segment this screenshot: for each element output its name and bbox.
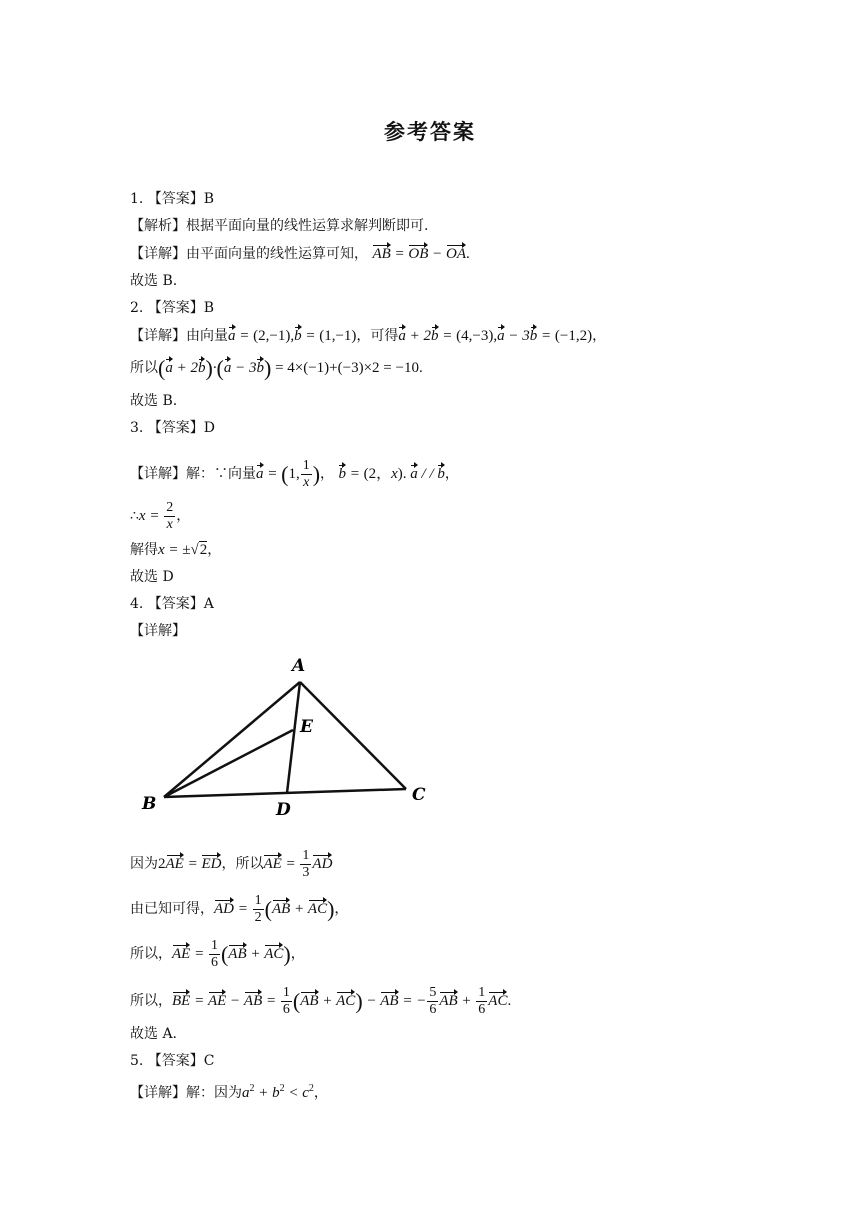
q1-formula: AB = OB − OA. — [372, 246, 470, 262]
label-C: C — [412, 785, 426, 805]
q1-detail — [130, 244, 470, 264]
q3-therefore-line: ∴x = $\frac{2}{x}$ ， — [130, 500, 191, 532]
q1-analysis: 【解析】根据平面向量的线性运算求解判断即可. — [130, 218, 429, 234]
q1-choice: 故选 B. — [130, 273, 178, 289]
q4-so-text: ，所以 — [221, 855, 264, 872]
edge-AC — [300, 682, 406, 789]
q3-solve-line: 解得x = ±√2， — [130, 542, 222, 558]
q4-known-text: 由已知可得， — [130, 900, 214, 917]
page-title: 参考答案 — [384, 120, 476, 144]
q2-detail-mid: ，可得 — [356, 328, 399, 344]
q5-inequality: $a^2 + b^2 < c^2$ — [242, 1083, 314, 1101]
q4-be-formula: BE = AE − AB = $\frac{1}{6}$ (AB + AC) − AB = − $\frac{5}{6}$ AB + $\frac{1}{6}$ AC. — [172, 985, 512, 1017]
edge-BC — [164, 789, 406, 797]
q4-ae-formula: AE = $\frac{1}{6}$ (AB + AC) — [172, 938, 291, 970]
q5-answer: 5. 【答案】C — [130, 1053, 215, 1069]
q4-so3-text: 所以， — [130, 992, 172, 1009]
q4-so2-text: 所以， — [130, 945, 172, 962]
q2-detail-text: 【详解】由向量 — [130, 328, 228, 344]
q4-ad-formula: AD = $\frac{1}{2}$ (AB + AC) — [214, 893, 335, 925]
q2-so-line — [130, 355, 423, 381]
triangle-figure — [138, 652, 438, 822]
label-D: D — [276, 800, 291, 820]
q4-because-line — [130, 848, 332, 881]
q2-choice: 故选 B. — [130, 393, 178, 409]
q2-formula-result: a + 2b = (4,−3),a − 3b = (−1,2) — [398, 328, 593, 344]
segment-BE — [164, 730, 293, 797]
q3-therefore-text: ∴ — [130, 507, 139, 524]
q2-formula-given: a = (2,−1),b = (1,−1) — [228, 328, 357, 344]
q5-detail-text: 【详解】解：因为 — [130, 1085, 242, 1101]
label-A: A — [292, 656, 306, 676]
q3-answer: 3. 【答案】D — [130, 420, 216, 436]
q2-so-text: 所以 — [130, 360, 158, 376]
q2-detail: 【详解】由向量a = (2,−1),b = (1,−1)，可得a + 2b = (4,−3),a − 3b = (−1,2)， — [130, 328, 607, 344]
q4-detail: 【详解】 — [130, 623, 186, 639]
q4-answer: 4. 【答案】A — [130, 596, 214, 612]
segment-AD — [287, 682, 300, 793]
q3-choice: 故选 D — [130, 569, 174, 585]
q4-choice: 故选 A. — [130, 1026, 178, 1042]
edge-AB — [164, 682, 300, 797]
q1-detail-text: 【详解】由平面向量的线性运算可知， — [130, 246, 368, 262]
q4-ae-ad: AE = $\frac{1}{3}$ AD — [263, 848, 333, 880]
q3-solution: x = ±√2 — [158, 542, 208, 558]
q3-detail-text: 【详解】解：∵向量 — [130, 465, 256, 482]
q4-known-line: 由已知可得，AD = $\frac{1}{2}$ (AB + AC)， — [130, 893, 349, 925]
q4-relation: 2AE = ED — [158, 855, 222, 872]
q2-answer: 2. 【答案】B — [130, 300, 215, 316]
label-B: B — [142, 794, 157, 814]
q3-vector-a: a = (1, $\frac{1}{x}$ ) — [256, 458, 321, 490]
q2-dot-product: (a + 2b)·(a − 3b) = 4×(−1)+(−3)×2 = −10. — [158, 355, 423, 381]
q4-because-text: 因为 — [130, 855, 158, 872]
q3-detail: 【详解】解：∵向量a = (1, $\frac{1}{x}$ )， b = (2，x). a / / b， — [130, 458, 459, 490]
q5-detail: 【详解】解：因为$a^2 + b^2 < c^2$， — [130, 1083, 328, 1101]
q3-vector-b: b = (2，x). a / / b — [338, 465, 445, 482]
q3-solve-text: 解得 — [130, 542, 158, 558]
q4-so2-line: 所以，AE = $\frac{1}{6}$ (AB + AC)， — [130, 938, 305, 970]
q1-answer: 1. 【答案】B — [130, 191, 215, 207]
label-E: E — [300, 717, 313, 737]
q3-equation: x = $\frac{2}{x}$ — [138, 500, 174, 532]
q4-so3-line — [130, 985, 511, 1018]
